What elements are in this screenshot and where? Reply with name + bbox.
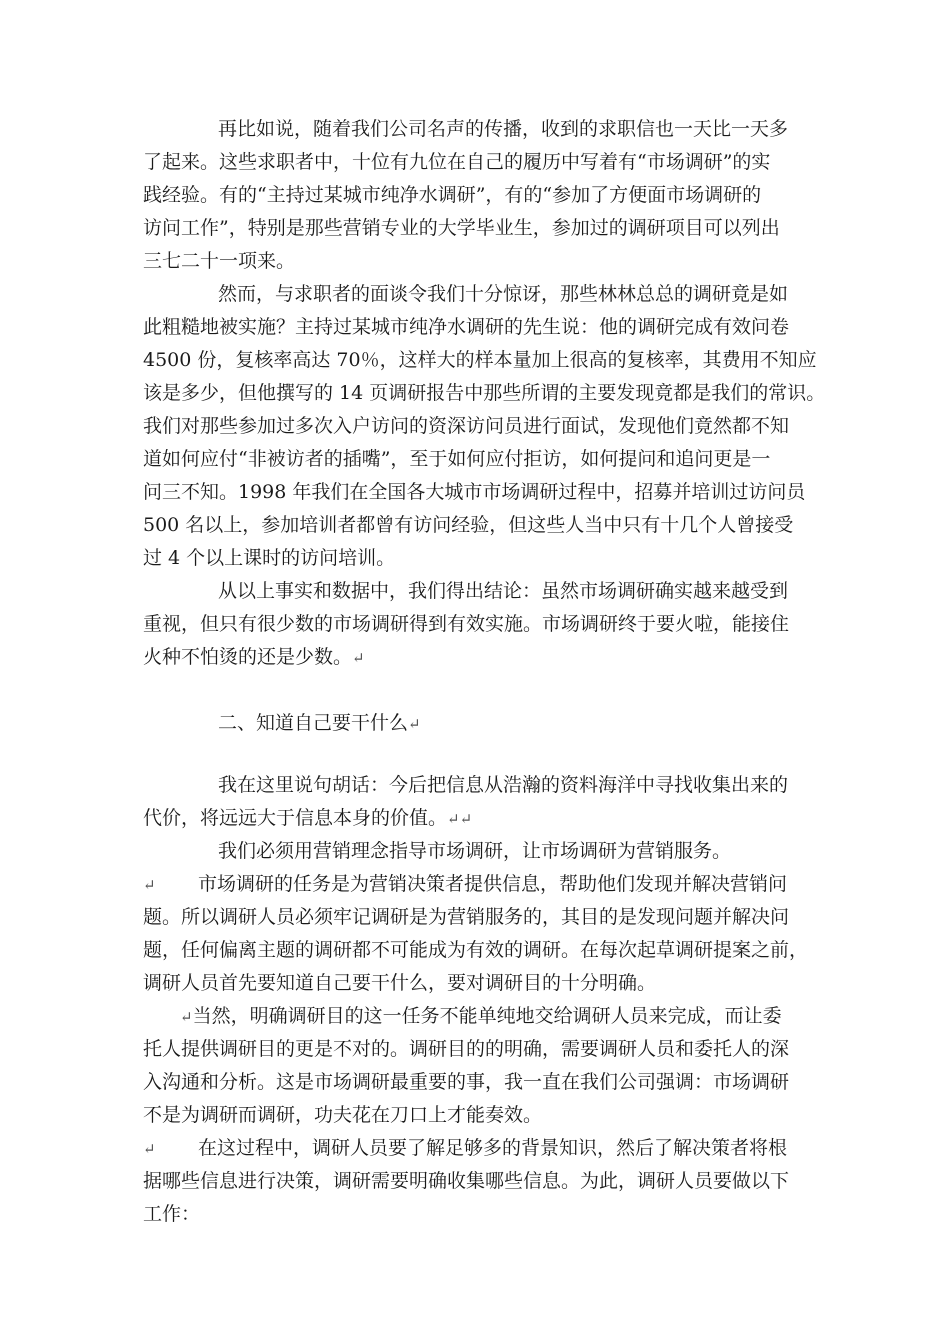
body-text-line: 重视，但只有很少数的市场调研得到有效实施。市场调研终于要火啦，能接住 bbox=[143, 613, 790, 635]
body-text-line: 托人提供调研目的更是不对的。调研目的的明确，需要调研人员和委托人的深 bbox=[143, 1038, 790, 1060]
body-text-line: ↵ 市场调研的任务是为营销决策者提供信息，帮助他们发现并解决营销问 bbox=[143, 873, 788, 895]
body-text-line: 不是为调研而调研，功夫花在刀口上才能奏效。 bbox=[143, 1104, 543, 1126]
paragraph-mark-icon: ↵ bbox=[143, 1140, 156, 1158]
paragraph-mark-icon: ↵ bbox=[180, 1008, 193, 1026]
body-text-line: 道如何应付“非被访者的插嘴”，至于如何应付拒访，如何提问和追问更是一 bbox=[143, 448, 771, 470]
section-heading: 二、知道自己要干什么↵ bbox=[218, 712, 421, 734]
body-text-line: 题。所以调研人员必须牢记调研是为营销服务的，其目的是发现问题并解决问 bbox=[143, 906, 790, 928]
body-text-line: 我们必须用营销理念指导市场调研，让市场调研为营销服务。 bbox=[218, 840, 732, 862]
body-text-line: 访问工作”，特别是那些营销专业的大学毕业生，参加过的调研项目可以列出 bbox=[143, 217, 780, 239]
body-text-line: 我在这里说句胡话：今后把信息从浩瀚的资料海洋中寻找收集出来的 bbox=[218, 774, 789, 796]
body-text-line: 题，任何偏离主题的调研都不可能成为有效的调研。在每次起草调研提案之前， bbox=[143, 939, 809, 961]
body-text-line: 此粗糙地被实施？主持过某城市纯净水调研的先生说：他的调研完成有效问卷 bbox=[143, 316, 790, 338]
body-text-line: ↵当然，明确调研目的这一任务不能单纯地交给调研人员来完成，而让委 bbox=[180, 1005, 782, 1027]
paragraph-mark-icon: ↵ bbox=[408, 715, 421, 733]
body-text-line: 据哪些信息进行决策，调研需要明确收集哪些信息。为此，调研人员要做以下 bbox=[143, 1170, 790, 1192]
body-text-line: 代价，将远远大于信息本身的价值。↵↵ bbox=[143, 807, 473, 829]
body-text-line: 火种不怕烫的还是少数。↵ bbox=[143, 646, 365, 668]
body-text-line: 我们对那些参加过多次入户访问的资深访问员进行面试，发现他们竟然都不知 bbox=[143, 415, 790, 437]
paragraph-mark-icon: ↵ bbox=[143, 876, 156, 894]
body-text-line: 工作： bbox=[143, 1203, 201, 1225]
body-text-line: 调研人员首先要知道自己要干什么，要对调研目的十分明确。 bbox=[143, 972, 657, 994]
paragraph-mark-icon: ↵ bbox=[352, 649, 365, 667]
body-text-line: 践经验。有的“主持过某城市纯净水调研”，有的“参加了方便面市场调研的 bbox=[143, 184, 762, 206]
body-text-line: 4500 份，复核率高达 70％，这样大的样本量加上很高的复核率，其费用不知应 bbox=[143, 349, 817, 371]
body-text-line: 三七二十一项来。 bbox=[143, 250, 296, 272]
body-text-line: ↵ 在这过程中，调研人员要了解足够多的背景知识，然后了解决策者将根 bbox=[143, 1137, 788, 1159]
body-text-line: 从以上事实和数据中，我们得出结论：虽然市场调研确实越来越受到 bbox=[218, 580, 789, 602]
body-text-line: 然而，与求职者的面谈令我们十分惊讶，那些林林总总的调研竟是如 bbox=[218, 283, 789, 305]
body-text-line: 该是多少，但他撰写的 14 页调研报告中那些所谓的主要发现竟都是我们的常识。 bbox=[143, 382, 826, 404]
body-text-line: 500 名以上，参加培训者都曾有访问经验，但这些人当中只有十几个人曾接受 bbox=[143, 514, 794, 536]
body-text-line: 了起来。这些求职者中，十位有九位在自己的履历中写着有“市场调研”的实 bbox=[143, 151, 771, 173]
body-text-line: 入沟通和分析。这是市场调研最重要的事，我一直在我们公司强调：市场调研 bbox=[143, 1071, 790, 1093]
paragraph-mark-icon: ↵↵ bbox=[447, 810, 473, 828]
body-text-line: 问三不知。1998 年我们在全国各大城市市场调研过程中，招募并培训过访问员 bbox=[143, 481, 806, 503]
body-text-line: 过 4 个以上课时的访问培训。 bbox=[143, 547, 396, 569]
body-text-line: 再比如说，随着我们公司名声的传播，收到的求职信也一天比一天多 bbox=[218, 118, 789, 140]
